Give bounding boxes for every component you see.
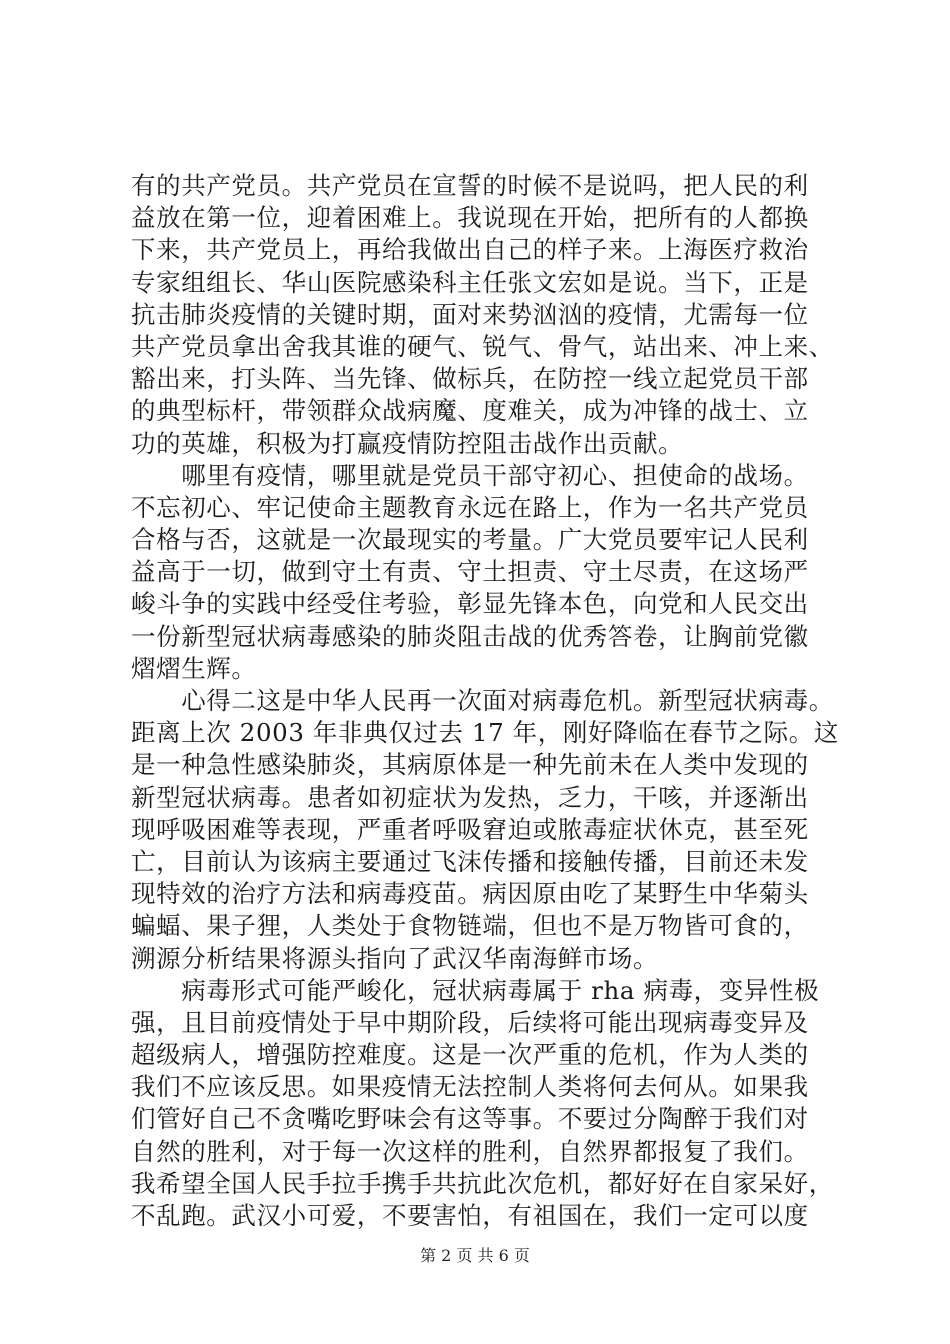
text-line: 的典型标杆，带领群众战病魔、度难关，成为冲锋的战士、立 [131,396,809,426]
body-text [131,170,851,1232]
text-line: 一份新型冠状病毒感染的肺炎阻击战的优秀答卷，让胸前党徽 [131,621,809,651]
text-line: 峻斗争的实践中经受住考验，彰显先锋本色，向党和人民交出 [131,589,809,619]
text-line: 心得二这是中华人民再一次面对病毒危机。新型冠状病毒。 [131,686,834,715]
text-line: 豁出来，打头阵、当先锋、做标兵，在防控一线立起党员干部 [131,364,809,394]
text-line: 下来，共产党员上，再给我做出自己的样子来。上海医疗救治 [131,235,809,265]
text-line: 专家组组长、华山医院感染科主任张文宏如是说。当下，正是 [131,267,809,297]
text-line: 距离上次 2003 年非典仅过去 17 年，刚好降临在春节之际。这 [131,718,839,748]
text-line: 合格与否，这就是一次最现实的考量。广大党员要牢记人民利 [131,525,809,555]
text-line: 不忘初心、牢记使命主题教育永远在路上，作为一名共产党员 [131,492,809,522]
text-line: 亡，目前认为该病主要通过飞沫传播和接触传播，目前还未发 [131,846,809,876]
text-line: 溯源分析结果将源头指向了武汉华南海鲜市场。 [131,943,659,973]
text-line: 我希望全国人民手拉手携手共抗此次危机，都好好在自家呆好， [131,1168,834,1198]
text-line: 现呼吸困难等表现，严重者呼吸窘迫或脓毒症状休克，甚至死 [131,814,809,844]
text-line: 蝙蝠、果子狸，人类处于食物链端，但也不是万物皆可食的， [131,911,809,941]
text-line: 我们不应该反思。如果疫情无法控制人类将何去何从。如果我 [131,1072,809,1102]
text-line: 新型冠状病毒。患者如初症状为发热，乏力，干咳，并逐渐出 [131,782,809,812]
text-line: 超级病人，增强防控难度。这是一次严重的危机，作为人类的 [131,1040,809,1070]
text-line: 熠熠生辉。 [131,653,257,683]
text-line: 病毒形式可能严峻化，冠状病毒属于 rha 病毒，变异性极 [131,975,820,1005]
text-line: 们管好自己不贪嘴吃野味会有这等事。不要过分陶醉于我们对 [131,1104,809,1134]
text-line: 现特效的治疗方法和病毒疫苗。病因原由吃了某野生中华菊头 [131,879,809,909]
text-line: 不乱跑。武汉小可爱，不要害怕，有祖国在，我们一定可以度 [131,1201,809,1230]
text-line: 有的共产党员。共产党员在宣誓的时候不是说吗，把人民的利 [131,171,809,200]
text-line: 自然的胜利，对于每一次这样的胜利，自然界都报复了我们。 [131,1136,809,1166]
text-line: 抗击肺炎疫情的关键时期，面对来势汹汹的疫情，尤需每一位 [131,299,809,329]
text-line: 益放在第一位，迎着困难上。我说现在开始，把所有的人都换 [131,203,809,233]
text-line: 强，且目前疫情处于早中期阶段，后续将可能出现病毒变异及 [131,1007,809,1037]
text-line: 益高于一切，做到守土有责、守土担责、守土尽责，在这场严 [131,557,809,587]
text-line: 共产党员拿出舍我其谁的硬气、锐气、骨气，站出来、冲上来、 [131,331,834,361]
page-footer: 第 2 页 共 6 页 [420,1246,530,1265]
text-line: 功的英雄，积极为打赢疫情防控阻击战作出贡献。 [131,428,684,458]
text-line: 是一种急性感染肺炎，其病原体是一种先前未在人类中发现的 [131,750,809,780]
text-line: 哪里有疫情，哪里就是党员干部守初心、担使命的战场。 [131,460,809,490]
